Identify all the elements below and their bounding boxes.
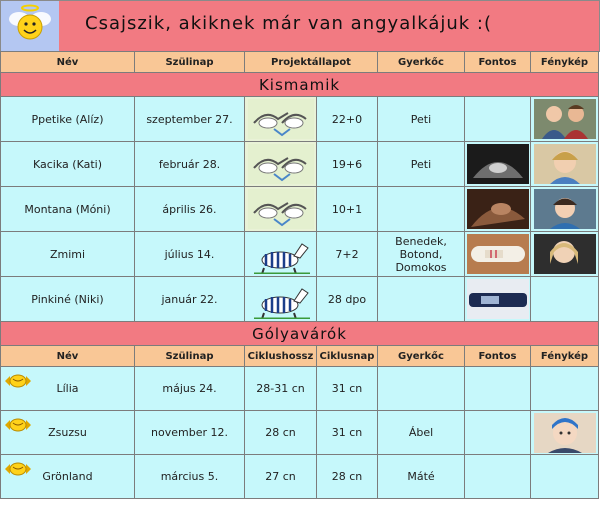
member-birthday: július 14. <box>135 232 245 277</box>
col-szulinap: Szülinap <box>135 346 245 367</box>
col-gyerkoc: Gyerkőc <box>378 346 465 367</box>
project-status: 28 dpo <box>317 277 378 322</box>
col-nev: Név <box>1 52 135 73</box>
table-row <box>1 187 599 232</box>
pregnancy-test-photo <box>465 277 531 322</box>
member-kids: Peti <box>378 142 465 187</box>
col-ciklushossz: Ciklushossz <box>245 346 317 367</box>
smiley-angel-icon <box>1 1 59 51</box>
couple-photo <box>531 97 599 142</box>
photo-cell <box>531 455 599 499</box>
cycle-length: 28 cn <box>245 411 317 455</box>
photo-cell <box>531 277 599 322</box>
member-kids: Benedek, Botond, Domokos <box>378 232 465 277</box>
member-name: Montana (Móni) <box>1 187 135 232</box>
col-fontos: Fontos <box>465 52 531 73</box>
member-birthday: február 28. <box>135 142 245 187</box>
fontos-cell <box>465 367 531 411</box>
cycle-day: 28 cn <box>317 455 378 499</box>
col-gyerkoc: Gyerkőc <box>378 52 465 73</box>
col-projektallapot: Projektállapot <box>245 52 378 73</box>
member-birthday: szeptember 27. <box>135 97 245 142</box>
page-header <box>0 0 600 52</box>
member-name: Grönland <box>42 470 93 483</box>
member-kids <box>378 277 465 322</box>
fontos-cell <box>465 411 531 455</box>
member-kids <box>378 187 465 232</box>
members-table <box>0 51 599 499</box>
zebra-icon <box>245 232 317 277</box>
woman-photo <box>531 232 599 277</box>
ultrasound-photo <box>465 187 531 232</box>
table-row <box>1 142 599 187</box>
col-fontos: Fontos <box>465 346 531 367</box>
member-name: Pinkiné (Niki) <box>1 277 135 322</box>
woman-photo <box>531 142 599 187</box>
page-title: Csajszik, akiknek már van angyalkájuk :( <box>85 13 493 34</box>
project-status: 10+1 <box>317 187 378 232</box>
member-name: Kacika (Kati) <box>1 142 135 187</box>
table-row <box>1 455 599 499</box>
table-row <box>1 232 599 277</box>
baby-photo <box>531 411 599 455</box>
table-row <box>1 367 599 411</box>
col-szulinap: Szülinap <box>135 52 245 73</box>
member-birthday: április 26. <box>135 187 245 232</box>
fontos-cell <box>465 97 531 142</box>
member-kids: Máté <box>378 455 465 499</box>
section-golyavarok <box>1 322 599 346</box>
stork-icon <box>245 187 317 232</box>
member-birthday: március 5. <box>135 455 245 499</box>
section-title: Gólyavárók <box>1 322 599 346</box>
candy-icon <box>3 374 33 388</box>
member-birthday: január 22. <box>135 277 245 322</box>
project-status: 7+2 <box>317 232 378 277</box>
table-row <box>1 411 599 455</box>
member-name-cell <box>1 367 135 411</box>
section-kismamik <box>1 73 599 97</box>
member-name-cell <box>1 411 135 455</box>
section-title: Kismamik <box>1 73 599 97</box>
project-status: 19+6 <box>317 142 378 187</box>
col-fenykep: Fénykép <box>531 52 599 73</box>
col-nev: Név <box>1 346 135 367</box>
cycle-day: 31 cn <box>317 367 378 411</box>
fontos-cell <box>465 455 531 499</box>
cycle-day: 31 cn <box>317 411 378 455</box>
table-row <box>1 277 599 322</box>
stork-icon <box>245 97 317 142</box>
table-row <box>1 97 599 142</box>
col-ciklusnap: Ciklusnap <box>317 346 378 367</box>
candy-icon <box>3 462 33 476</box>
member-kids <box>378 367 465 411</box>
zebra-icon <box>245 277 317 322</box>
photo-cell <box>531 367 599 411</box>
pregnancy-test-photo <box>465 232 531 277</box>
project-status: 22+0 <box>317 97 378 142</box>
stork-icon <box>245 142 317 187</box>
member-name: Zsuzsu <box>48 426 87 439</box>
member-name: Zmimi <box>1 232 135 277</box>
member-birthday: november 12. <box>135 411 245 455</box>
golyavarok-column-header <box>1 346 599 367</box>
logo <box>1 1 59 51</box>
member-kids: Peti <box>378 97 465 142</box>
col-fenykep: Fénykép <box>531 346 599 367</box>
cycle-length: 28-31 cn <box>245 367 317 411</box>
member-birthday: május 24. <box>135 367 245 411</box>
candy-icon <box>3 418 33 432</box>
member-kids: Ábel <box>378 411 465 455</box>
member-name-cell <box>1 455 135 499</box>
cycle-length: 27 cn <box>245 455 317 499</box>
member-name: Ppetike (Alíz) <box>1 97 135 142</box>
woman-photo <box>531 187 599 232</box>
ultrasound-photo <box>465 142 531 187</box>
member-name: Lília <box>56 382 79 395</box>
kismamik-column-header <box>1 52 599 73</box>
